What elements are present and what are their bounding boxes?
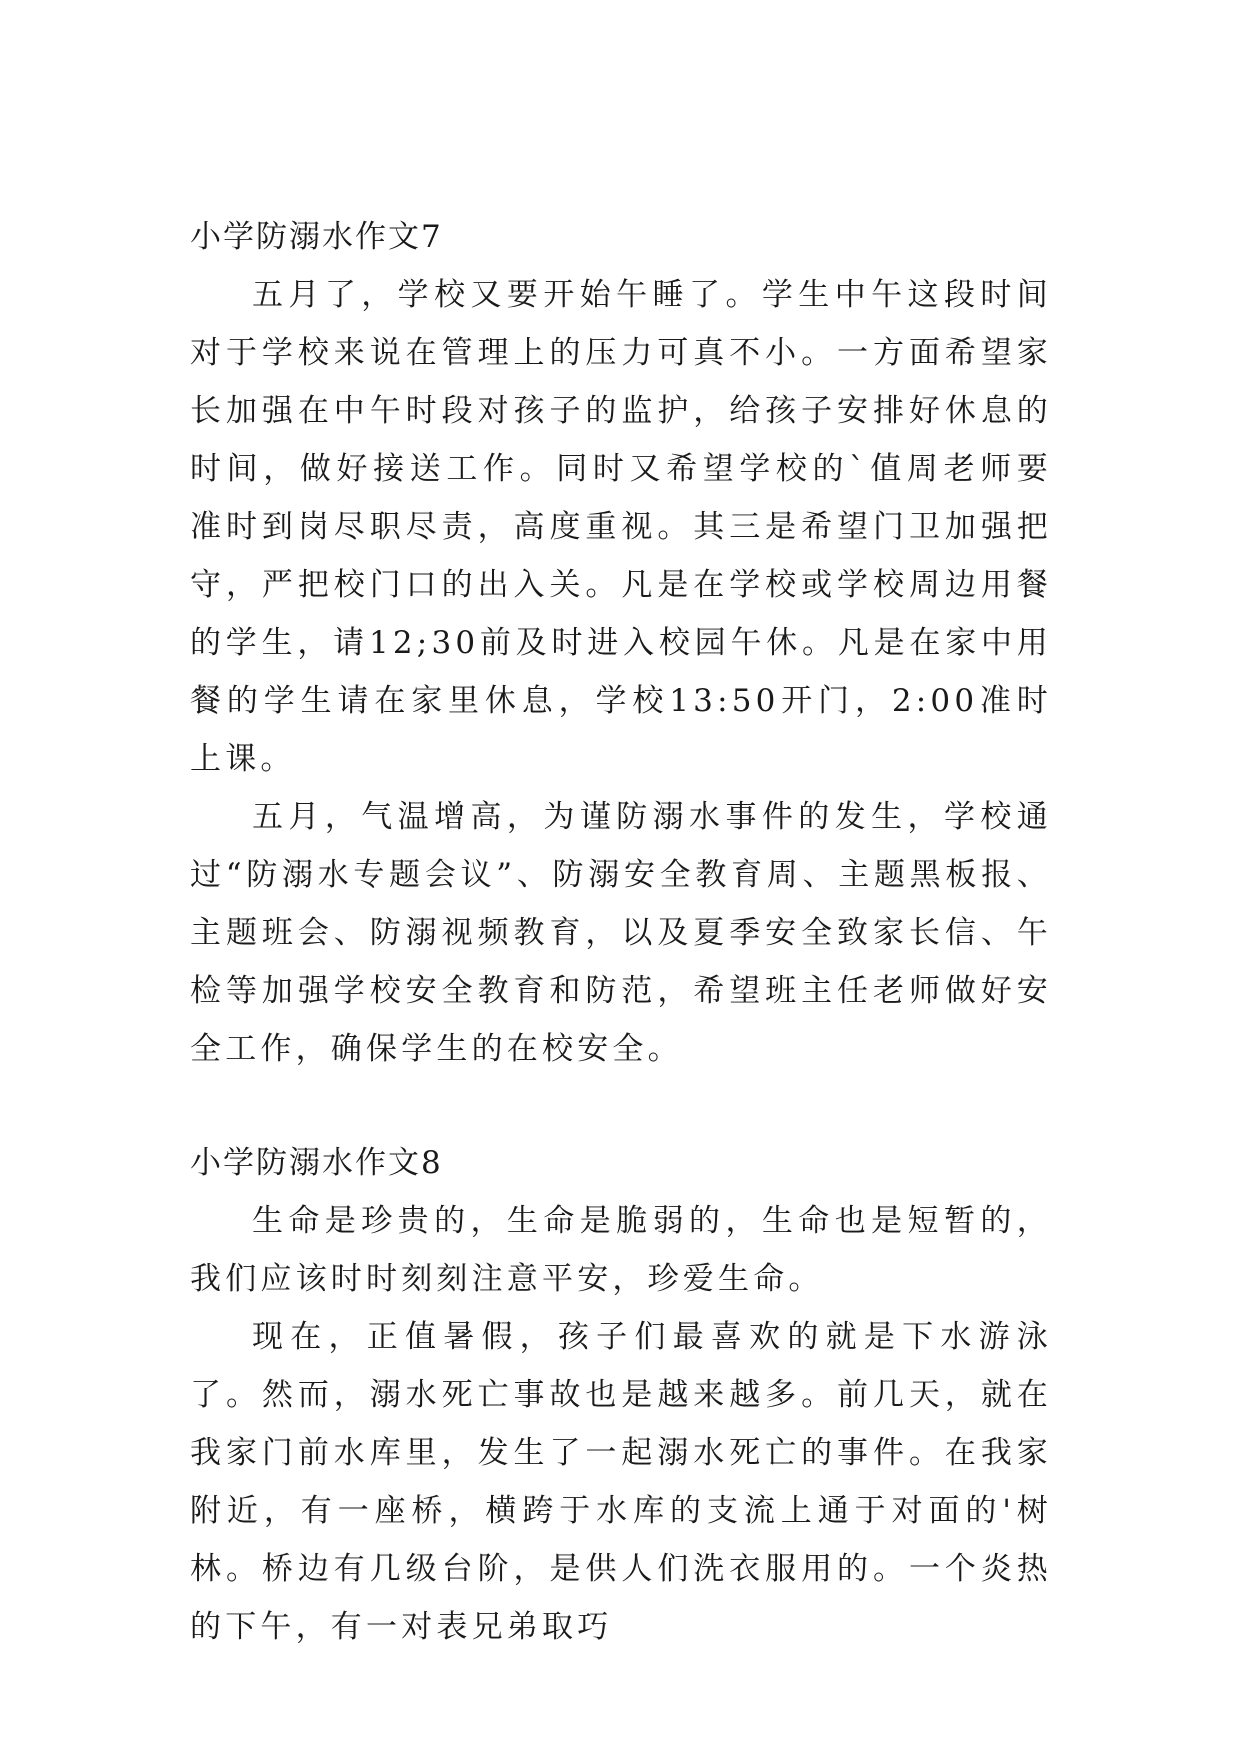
paragraph: 五月了，学校又要开始午睡了。学生中午这段时间对于学校来说在管理上的压力可真不小。一方面希望家长加强在中午时段对孩子的监护，给孩子安排好休息的时间，做好接送工作。同时又希望学校的`值周老师要准时到岗尽职尽责，高度重视。其三是希望门卫加强把守，严把校门口的出入关。凡是在学校或学校周边用餐的学生，请12;30前及时进入校园午休。凡是在家中用餐的学生请在家里休息，学校13:50开门，2:00准时上课。 — [190, 277, 1052, 777]
essay-section-8 — [190, 1134, 1052, 1656]
essay-section-7 — [190, 208, 1052, 1078]
paragraph: 五月，气温增高，为谨防溺水事件的发生，学校通过“防溺水专题会议”、防溺安全教育周、主题黑板报、主题班会、防溺视频教育，以及夏季安全致家长信、午检等加强学校安全教育和防范，希望班主任老师做好安全工作，确保学生的在校安全。 — [190, 799, 1052, 1067]
paragraph: 现在，正值暑假，孩子们最喜欢的就是下水游泳了。然而，溺水死亡事故也是越来越多。前几天，就在我家门前水库里，发生了一起溺水死亡的事件。在我家附近，有一座桥，横跨于水库的支流上通于对面的'树林。桥边有几级台阶，是供人们洗衣服用的。一个炎热的下午，有一对表兄弟取巧 — [190, 1319, 1052, 1645]
section-title: 小学防溺水作文8 — [190, 1145, 443, 1181]
section-title: 小学防溺水作文7 — [190, 219, 443, 255]
document-body — [190, 208, 1052, 1656]
paragraph: 生命是珍贵的，生命是脆弱的，生命也是短暂的，我们应该时时刻刻注意平安，珍爱生命。 — [190, 1203, 1052, 1297]
